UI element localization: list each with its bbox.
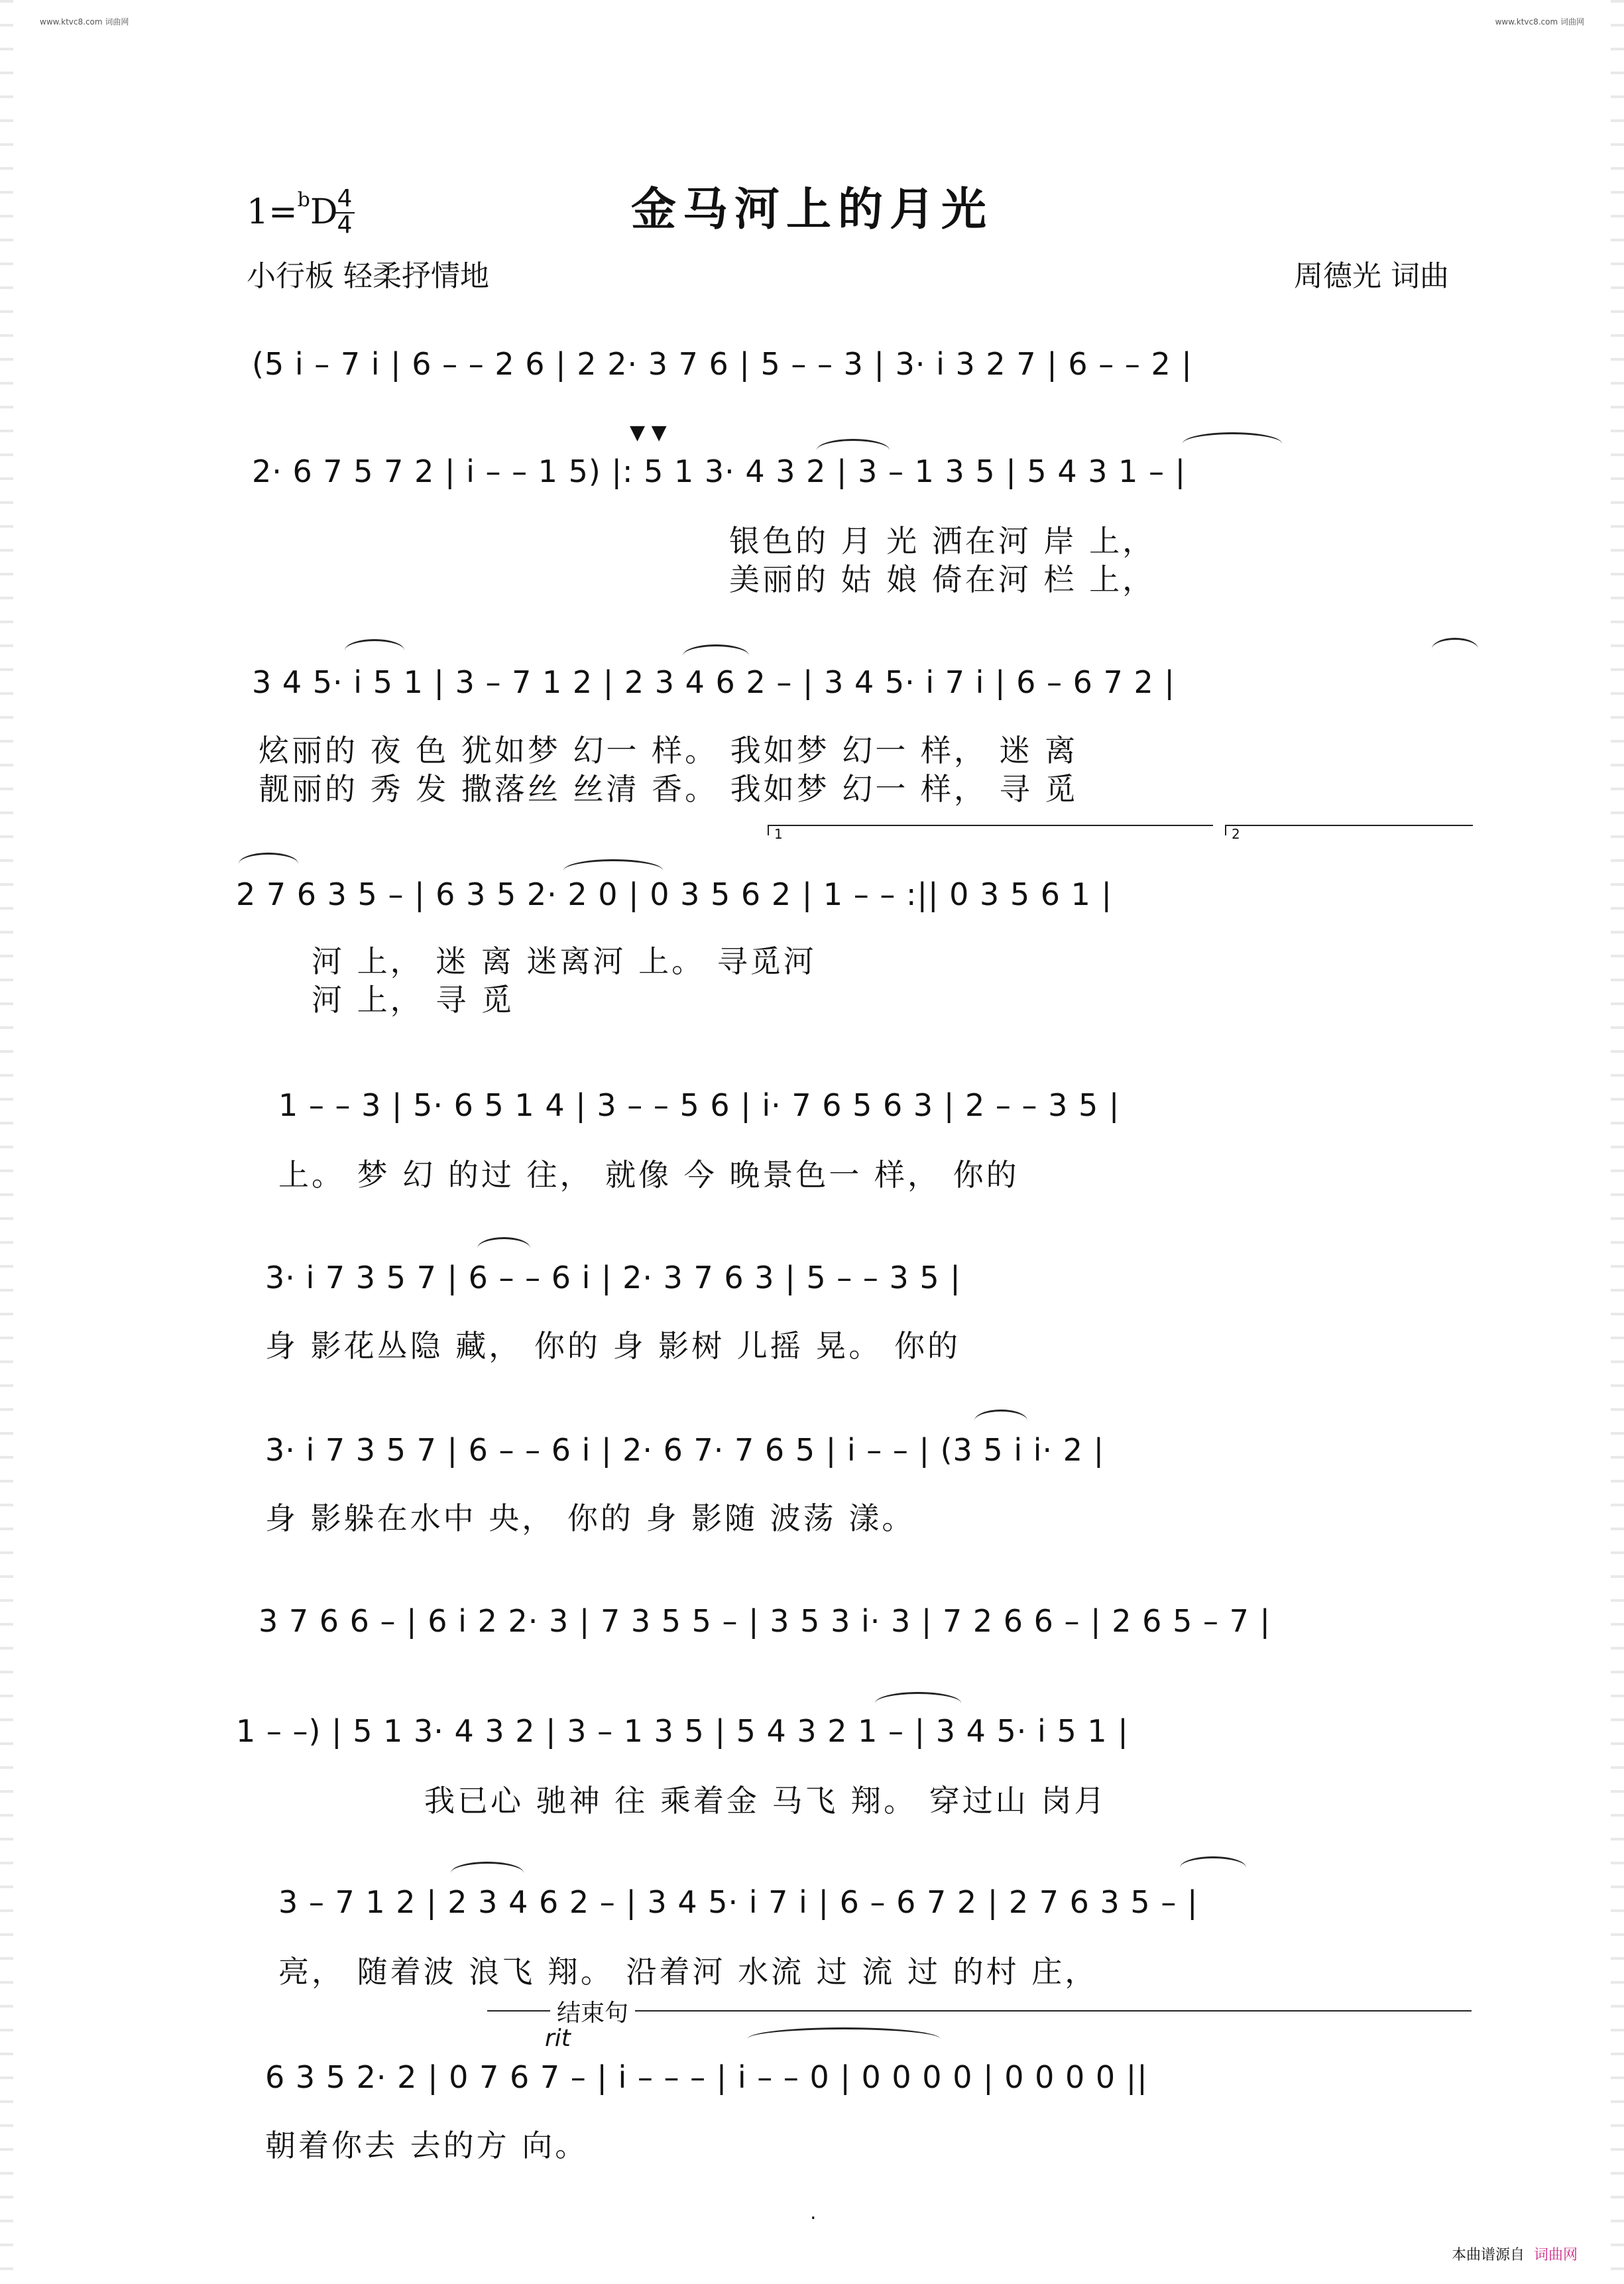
slur	[875, 1692, 961, 1703]
lyrics-line-5: 上。 梦 幻 的过 往， 就像 今 晚景色一 样， 你的	[278, 1157, 1019, 1193]
score-line-7	[265, 1432, 1485, 1468]
score-line-5	[278, 1087, 1498, 1123]
score-line-4	[236, 876, 1456, 912]
lyrics-line-2a: 银色的 月 光 洒在河 岸 上，	[729, 523, 1156, 559]
song-title: 金马河上的月光	[630, 183, 993, 236]
notes-line-4: 2 7 6 3 5 – | 6 3 5 2· 2 0 | 0 3 5 6 2 | 1 – – :|| 0 3 5 6 1 |	[236, 876, 1113, 912]
slur	[974, 1410, 1027, 1421]
slur	[345, 639, 404, 650]
score-line-1	[252, 346, 1472, 382]
notes-line-7: 3· i 7 3 5 7 | 6 – – 6 i | 2· 6 7· 7 6 5 | i – – | (3 5 i i· 2 |	[265, 1432, 1105, 1468]
lyrics-line-4a: 河 上， 迷 离 迷离河 上。 寻觅河	[312, 943, 817, 979]
site-watermark-right: www.ktvc8.com 词曲网	[1495, 17, 1584, 27]
source-brand-link[interactable]: 词曲网	[1533, 2247, 1578, 2263]
score-line-6	[265, 1260, 1485, 1295]
notes-line-10: 3 – 7 1 2 | 2 3 4 6 2 – | 3 4 5· i 7 i | 6 – 6 7 2 | 2 7 6 3 5 – |	[278, 1884, 1198, 1920]
lyrics-line-9: 我已心 驰神 往 乘着金 马飞 翔。 穿过山 岗月	[424, 1783, 1108, 1819]
slur	[451, 1862, 524, 1873]
ending-label: 结束句	[550, 1994, 635, 2028]
lyrics-line-7: 身 影躲在水中 央， 你的 身 影随 波荡 漾。	[265, 1500, 915, 1536]
slur	[683, 644, 749, 656]
tie	[748, 2027, 940, 2039]
notes-line-2: 2· 6 7 5 7 2 | i – – 1 5) |: 5 1 3· 4 3 2 | 3 – 1 3 5 | 5 4 3 1 – |	[252, 453, 1187, 489]
score-line-8	[259, 1603, 1478, 1639]
notes-line-1: (5 i – 7 i | 6 – – 2 6 | 2 2· 3 7 6 | 5 – – 3 | 3· i 3 2 7 | 6 – – 2 |	[252, 346, 1192, 382]
slur	[1432, 638, 1478, 649]
site-watermark-left: www.ktvc8.com 词曲网	[40, 17, 129, 27]
notes-line-6: 3· i 7 3 5 7 | 6 – – 6 i | 2· 3 7 6 3 | 5 – – 3 5 |	[265, 1260, 961, 1295]
second-ending-bracket	[1225, 825, 1473, 835]
slur	[1183, 432, 1282, 444]
lyrics-line-3a: 炫丽的 夜 色 犹如梦 幻一 样。 我如梦 幻一 样， 迷 离	[259, 733, 1078, 768]
lyrics-line-3b: 靓丽的 秀 发 撒落丝 丝清 香。 我如梦 幻一 样， 寻 觅	[259, 771, 1078, 807]
score-line-11	[265, 2059, 1485, 2095]
source-footer: 本曲谱源自 词曲网	[1451, 2247, 1578, 2263]
slur	[1180, 1856, 1246, 1868]
notes-line-3: 3 4 5· i 5 1 | 3 – 7 1 2 | 2 3 4 6 2 – | 3 4 5· i 7 i | 6 – 6 7 2 |	[252, 664, 1175, 700]
notes-line-8: 3 7 6 6 – | 6 i 2 2· 3 | 7 3 5 5 – | 3 5 3 i· 3 | 7 2 6 6 – | 2 6 5 – 7 |	[259, 1603, 1271, 1639]
slur	[239, 853, 298, 864]
first-ending-number: 1	[774, 826, 783, 842]
score-line-9	[236, 1713, 1456, 1749]
first-ending-bracket	[768, 825, 1213, 835]
slur	[563, 859, 663, 871]
notes-line-9: 1 – –) | 5 1 3· 4 3 2 | 3 – 1 3 5 | 5 4 3 2 1 – | 3 4 5· i 5 1 |	[236, 1713, 1129, 1749]
fermata-mark: ▼ ▼	[630, 421, 667, 444]
tempo-marking: 小行板 轻柔抒情地	[247, 259, 489, 293]
slur	[477, 1237, 530, 1248]
lyrics-line-6: 身 影花丛隐 藏， 你的 身 影树 儿摇 晃。 你的	[265, 1328, 960, 1364]
lyrics-line-2b: 美丽的 姑 娘 倚在河 栏 上，	[729, 562, 1156, 597]
lyrics-line-10: 亮， 随着波 浪飞 翔。 沿着河 水流 过 流 过 的村 庄，	[278, 1954, 1098, 1990]
notes-line-11: 6 3 5 2· 2 | 0 7 6 7 – | i – – – | i – – 0 | 0 0 0 0 | 0 0 0 0 ||	[265, 2059, 1148, 2095]
slur	[817, 439, 890, 450]
page-marker: .	[810, 2201, 817, 2224]
ritardando-mark: rit	[545, 2025, 571, 2052]
right-margin-strip	[1611, 0, 1624, 2284]
notes-line-5: 1 – – 3 | 5· 6 5 1 4 | 3 – – 5 6 | i· 7 6 5 6 3 | 2 – – 3 5 |	[278, 1087, 1120, 1123]
score-line-10	[278, 1884, 1498, 1920]
lyrics-line-11: 朝着你去 去的方 向。	[265, 2128, 589, 2163]
second-ending-number: 2	[1232, 826, 1240, 842]
credits: 周德光 词曲	[1294, 259, 1449, 293]
time-signature: 4 4	[335, 187, 355, 237]
lyrics-line-4b: 河 上， 寻 觅	[312, 982, 514, 1018]
left-margin-strip	[0, 0, 13, 2284]
score-line-2	[252, 453, 1472, 489]
score-line-3	[252, 664, 1472, 700]
key-signature: 1=$^b$D	[247, 188, 338, 232]
